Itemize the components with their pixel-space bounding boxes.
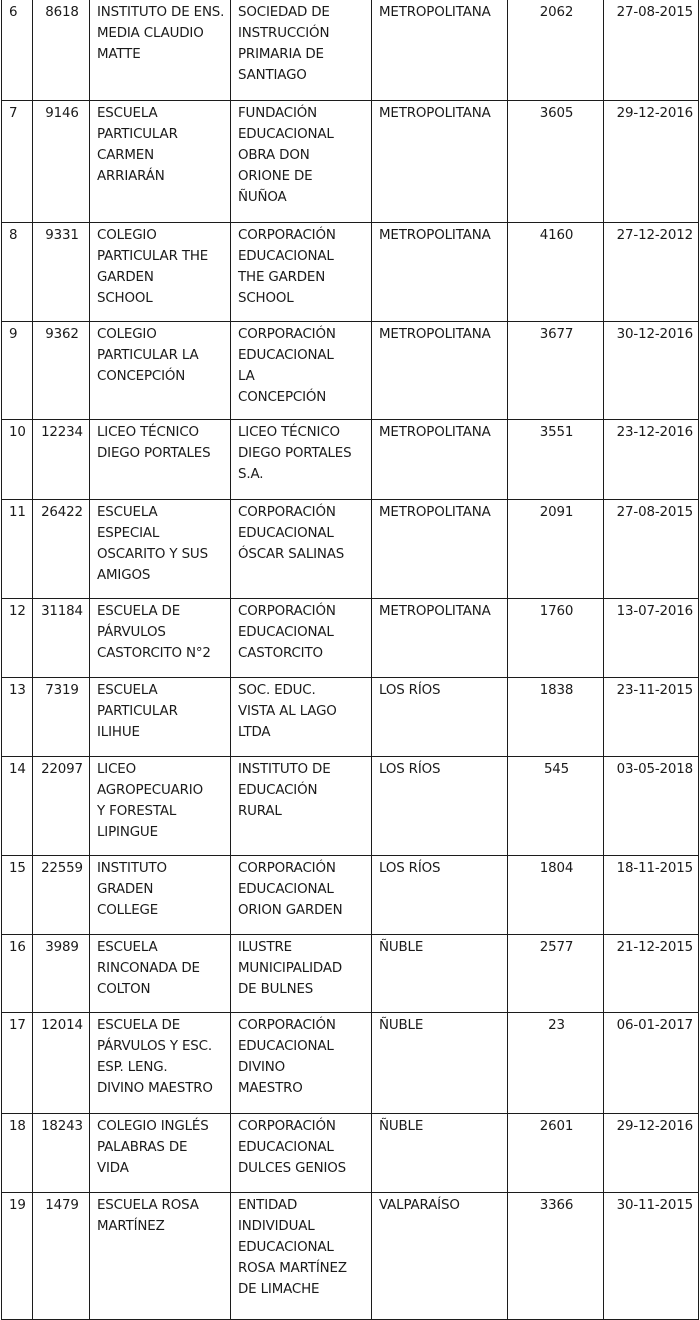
school-name-cell-line: ESCUELA (97, 106, 158, 121)
school-name-cell-line: OSCARITO Y SUS (97, 547, 208, 562)
sostenedor-cell-line: S.A. (238, 467, 264, 482)
date-cell: 21-12-2015 (604, 935, 699, 1013)
sostenedor-cell-line: CORPORACIÓN (238, 861, 336, 876)
sostenedor-cell-line: LA (238, 369, 255, 384)
school-name-cell-line: ESP. LENG. (97, 1060, 168, 1075)
sostenedor-cell-line: DULCES GENIOS (238, 1161, 347, 1176)
resolution-cell: 3551 (508, 420, 604, 500)
table-row (2, 101, 699, 223)
resolution-cell: 3677 (508, 322, 604, 420)
row-number-cell: 17 (2, 1013, 33, 1114)
sostenedor-cell (231, 101, 372, 223)
school-name-cell-line: COLEGIO (97, 327, 157, 342)
school-name-cell-line: GRADEN (97, 882, 154, 897)
sostenedor-cell-line: DE LIMACHE (238, 1282, 320, 1297)
school-name-cell-line: Y FORESTAL (97, 804, 177, 819)
table-row (2, 322, 699, 420)
school-name-cell-line: INSTITUTO (97, 861, 167, 876)
sostenedor-cell-line: INSTITUTO DE (238, 762, 331, 777)
school-name-cell (90, 322, 231, 420)
sostenedor-cell-line: CORPORACIÓN (238, 505, 336, 520)
rbd-cell: 3989 (33, 935, 90, 1013)
sostenedor-cell-line: EDUCACIONAL (238, 1039, 334, 1054)
sostenedor-cell-line: CORPORACIÓN (238, 1018, 336, 1033)
sostenedor-cell-line: SANTIAGO (238, 68, 307, 83)
resolution-cell: 545 (508, 757, 604, 856)
sostenedor-cell-line: EDUCACIÓN (238, 783, 318, 798)
school-name-cell-line: ESPECIAL (97, 526, 160, 541)
school-name-cell-line: LIPINGUE (97, 825, 158, 840)
school-name-cell-line: COLEGIO (97, 228, 157, 243)
region-cell: METROPOLITANA (372, 101, 508, 223)
school-name-cell-line: AGROPECUARIO (97, 783, 203, 798)
table-row (2, 0, 699, 101)
region-cell: LOS RÍOS (372, 856, 508, 935)
school-name-cell (90, 678, 231, 757)
sostenedor-cell-line: OBRA DON (238, 148, 310, 163)
school-name-cell (90, 1114, 231, 1193)
date-cell: 23-12-2016 (604, 420, 699, 500)
sostenedor-cell-line: DIVINO (238, 1060, 286, 1075)
sostenedor-cell-line: ILUSTRE (238, 940, 292, 955)
sostenedor-cell-line: EDUCACIONAL (238, 526, 334, 541)
school-name-cell-line: MEDIA CLAUDIO (97, 26, 204, 41)
school-name-cell (90, 856, 231, 935)
school-name-cell-line: ESCUELA DE (97, 604, 181, 619)
date-cell: 29-12-2016 (604, 101, 699, 223)
school-name-cell-line: PALABRAS DE (97, 1140, 188, 1155)
school-name-cell-line: CASTORCITO N°2 (97, 646, 211, 661)
school-name-cell-line: CARMEN (97, 148, 154, 163)
school-name-cell-line: INSTITUTO DE ENS. (97, 5, 225, 20)
school-name-cell-line: PÁRVULOS Y ESC. (97, 1039, 212, 1054)
sostenedor-cell (231, 0, 372, 101)
rbd-cell: 18243 (33, 1114, 90, 1193)
school-name-cell (90, 223, 231, 322)
date-cell: 27-08-2015 (604, 0, 699, 101)
region-cell: ÑUBLE (372, 935, 508, 1013)
school-name-cell (90, 757, 231, 856)
sostenedor-cell-line: FUNDACIÓN (238, 106, 318, 121)
sostenedor-cell-line: DE BULNES (238, 982, 314, 997)
region-cell: METROPOLITANA (372, 420, 508, 500)
sostenedor-cell-line: RURAL (238, 804, 282, 819)
row-number-cell: 9 (2, 322, 33, 420)
sostenedor-cell-line: CONCEPCIÓN (238, 390, 327, 405)
school-name-cell-line: COLEGIO INGLÉS (97, 1119, 209, 1134)
sostenedor-cell (231, 1193, 372, 1320)
row-number-cell: 14 (2, 757, 33, 856)
region-cell: METROPOLITANA (372, 0, 508, 101)
resolution-cell: 1804 (508, 856, 604, 935)
rbd-cell: 8618 (33, 0, 90, 101)
sostenedor-cell-line: ÓSCAR SALINAS (238, 547, 345, 562)
row-number-cell: 19 (2, 1193, 33, 1320)
sostenedor-cell-line: CASTORCITO (238, 646, 323, 661)
sostenedor-cell-line: CORPORACIÓN (238, 604, 336, 619)
date-cell: 23-11-2015 (604, 678, 699, 757)
sostenedor-cell-line: ROSA MARTÍNEZ (238, 1261, 347, 1276)
sostenedor-cell-line: EDUCACIONAL (238, 1140, 334, 1155)
rbd-cell: 22559 (33, 856, 90, 935)
region-cell: LOS RÍOS (372, 757, 508, 856)
sostenedor-cell (231, 322, 372, 420)
school-name-cell-line: AMIGOS (97, 568, 151, 583)
school-name-cell-line: ARRIARÁN (97, 169, 165, 184)
sostenedor-cell-line: ORION GARDEN (238, 903, 343, 918)
school-name-cell-line: COLTON (97, 982, 151, 997)
sostenedor-cell-line: INSTRUCCIÓN (238, 26, 330, 41)
sostenedor-cell-line: CORPORACIÓN (238, 228, 336, 243)
date-cell: 30-11-2015 (604, 1193, 699, 1320)
region-cell: METROPOLITANA (372, 500, 508, 599)
school-name-cell-line: ESCUELA (97, 683, 158, 698)
school-name-cell-line: ILIHUE (97, 725, 140, 740)
sostenedor-cell-line: SOC. EDUC. (238, 683, 316, 698)
sostenedor-cell-line: CORPORACIÓN (238, 1119, 336, 1134)
sostenedor-cell-line: THE GARDEN (238, 270, 326, 285)
rbd-cell: 12014 (33, 1013, 90, 1114)
school-name-cell-line: GARDEN (97, 270, 154, 285)
sostenedor-cell-line: EDUCACIONAL (238, 127, 334, 142)
school-name-cell-line: MATTE (97, 47, 141, 62)
rbd-cell: 7319 (33, 678, 90, 757)
region-cell: METROPOLITANA (372, 599, 508, 678)
sostenedor-cell-line: SOCIEDAD DE (238, 5, 330, 20)
school-name-cell-line: ESCUELA (97, 505, 158, 520)
school-name-cell-line: PARTICULAR (97, 704, 178, 719)
sostenedor-cell (231, 757, 372, 856)
school-name-cell-line: LICEO (97, 762, 137, 777)
resolution-cell: 3366 (508, 1193, 604, 1320)
school-name-cell (90, 500, 231, 599)
school-name-cell (90, 599, 231, 678)
sostenedor-cell-line: ORIONE DE (238, 169, 313, 184)
rbd-cell: 12234 (33, 420, 90, 500)
rbd-cell: 9362 (33, 322, 90, 420)
sostenedor-cell-line: EDUCACIONAL (238, 882, 334, 897)
table-row (2, 856, 699, 935)
school-name-cell-line: PÁRVULOS (97, 625, 166, 640)
region-cell: VALPARAÍSO (372, 1193, 508, 1320)
school-name-cell-line: RINCONADA DE (97, 961, 200, 976)
sostenedor-cell-line: EDUCACIONAL (238, 1240, 334, 1255)
sostenedor-cell (231, 678, 372, 757)
school-name-cell-line: CONCEPCIÓN (97, 369, 186, 384)
row-number-cell: 6 (2, 0, 33, 101)
region-cell: ÑUBLE (372, 1013, 508, 1114)
date-cell: 03-05-2018 (604, 757, 699, 856)
table-row (2, 599, 699, 678)
row-number-cell: 7 (2, 101, 33, 223)
region-cell: METROPOLITANA (372, 322, 508, 420)
row-number-cell: 18 (2, 1114, 33, 1193)
school-name-cell (90, 1013, 231, 1114)
school-name-cell (90, 101, 231, 223)
resolution-cell: 4160 (508, 223, 604, 322)
sostenedor-cell-line: SCHOOL (238, 291, 294, 306)
school-name-cell (90, 420, 231, 500)
school-name-cell-line: PARTICULAR THE (97, 249, 209, 264)
sostenedor-cell (231, 500, 372, 599)
sostenedor-cell-line: EDUCACIONAL (238, 625, 334, 640)
table-row (2, 1013, 699, 1114)
table-row (2, 935, 699, 1013)
table-row (2, 757, 699, 856)
rbd-cell: 1479 (33, 1193, 90, 1320)
sostenedor-cell-line: MUNICIPALIDAD (238, 961, 343, 976)
school-name-cell (90, 0, 231, 101)
resolution-cell: 2062 (508, 0, 604, 101)
sostenedor-cell-line: PRIMARIA DE (238, 47, 324, 62)
table-row (2, 223, 699, 322)
school-name-cell-line: MARTÍNEZ (97, 1219, 165, 1234)
sostenedor-cell (231, 599, 372, 678)
table-body (2, 0, 699, 1320)
table-row (2, 1114, 699, 1193)
sostenedor-cell-line: ENTIDAD (238, 1198, 298, 1213)
school-name-cell-line: VIDA (97, 1161, 129, 1176)
resolution-cell: 23 (508, 1013, 604, 1114)
table-row (2, 1193, 699, 1320)
table-row (2, 500, 699, 599)
row-number-cell: 10 (2, 420, 33, 500)
school-name-cell (90, 935, 231, 1013)
sostenedor-cell (231, 856, 372, 935)
rbd-cell: 26422 (33, 500, 90, 599)
sostenedor-cell-line: MAESTRO (238, 1081, 303, 1096)
table-row (2, 420, 699, 500)
sostenedor-cell-line: EDUCACIONAL (238, 348, 334, 363)
sostenedor-cell-line: LTDA (238, 725, 271, 740)
date-cell: 29-12-2016 (604, 1114, 699, 1193)
school-name-cell-line: PARTICULAR LA (97, 348, 199, 363)
school-name-cell-line: DIVINO MAESTRO (97, 1081, 213, 1096)
row-number-cell: 8 (2, 223, 33, 322)
sostenedor-cell (231, 1114, 372, 1193)
region-cell: METROPOLITANA (372, 223, 508, 322)
resolution-cell: 2577 (508, 935, 604, 1013)
resolution-cell: 3605 (508, 101, 604, 223)
sostenedor-cell (231, 223, 372, 322)
row-number-cell: 12 (2, 599, 33, 678)
region-cell: LOS RÍOS (372, 678, 508, 757)
sostenedor-cell-line: EDUCACIONAL (238, 249, 334, 264)
sostenedor-cell-line: INDIVIDUAL (238, 1219, 315, 1234)
school-name-cell-line: ESCUELA (97, 940, 158, 955)
rbd-cell: 9146 (33, 101, 90, 223)
date-cell: 30-12-2016 (604, 322, 699, 420)
row-number-cell: 13 (2, 678, 33, 757)
row-number-cell: 16 (2, 935, 33, 1013)
sostenedor-cell (231, 935, 372, 1013)
schools-table (1, 0, 699, 1320)
date-cell: 27-08-2015 (604, 500, 699, 599)
date-cell: 13-07-2016 (604, 599, 699, 678)
resolution-cell: 1760 (508, 599, 604, 678)
school-name-cell-line: SCHOOL (97, 291, 153, 306)
date-cell: 18-11-2015 (604, 856, 699, 935)
resolution-cell: 1838 (508, 678, 604, 757)
school-name-cell-line: COLLEGE (97, 903, 159, 918)
date-cell: 27-12-2012 (604, 223, 699, 322)
resolution-cell: 2601 (508, 1114, 604, 1193)
school-name-cell-line: ESCUELA DE (97, 1018, 181, 1033)
region-cell: ÑUBLE (372, 1114, 508, 1193)
sostenedor-cell-line: LICEO TÉCNICO (238, 425, 340, 440)
school-name-cell-line: DIEGO PORTALES (97, 446, 211, 461)
rbd-cell: 22097 (33, 757, 90, 856)
table-row (2, 678, 699, 757)
rbd-cell: 9331 (33, 223, 90, 322)
school-name-cell-line: LICEO TÉCNICO (97, 425, 199, 440)
resolution-cell: 2091 (508, 500, 604, 599)
sostenedor-cell-line: ÑUÑOA (238, 190, 287, 205)
school-name-cell (90, 1193, 231, 1320)
school-name-cell-line: ESCUELA ROSA (97, 1198, 199, 1213)
school-name-cell-line: PARTICULAR (97, 127, 178, 142)
sostenedor-cell (231, 420, 372, 500)
date-cell: 06-01-2017 (604, 1013, 699, 1114)
sostenedor-cell (231, 1013, 372, 1114)
sostenedor-cell-line: DIEGO PORTALES (238, 446, 352, 461)
sostenedor-cell-line: VISTA AL LAGO (238, 704, 337, 719)
rbd-cell: 31184 (33, 599, 90, 678)
row-number-cell: 15 (2, 856, 33, 935)
sostenedor-cell-line: CORPORACIÓN (238, 327, 336, 342)
row-number-cell: 11 (2, 500, 33, 599)
